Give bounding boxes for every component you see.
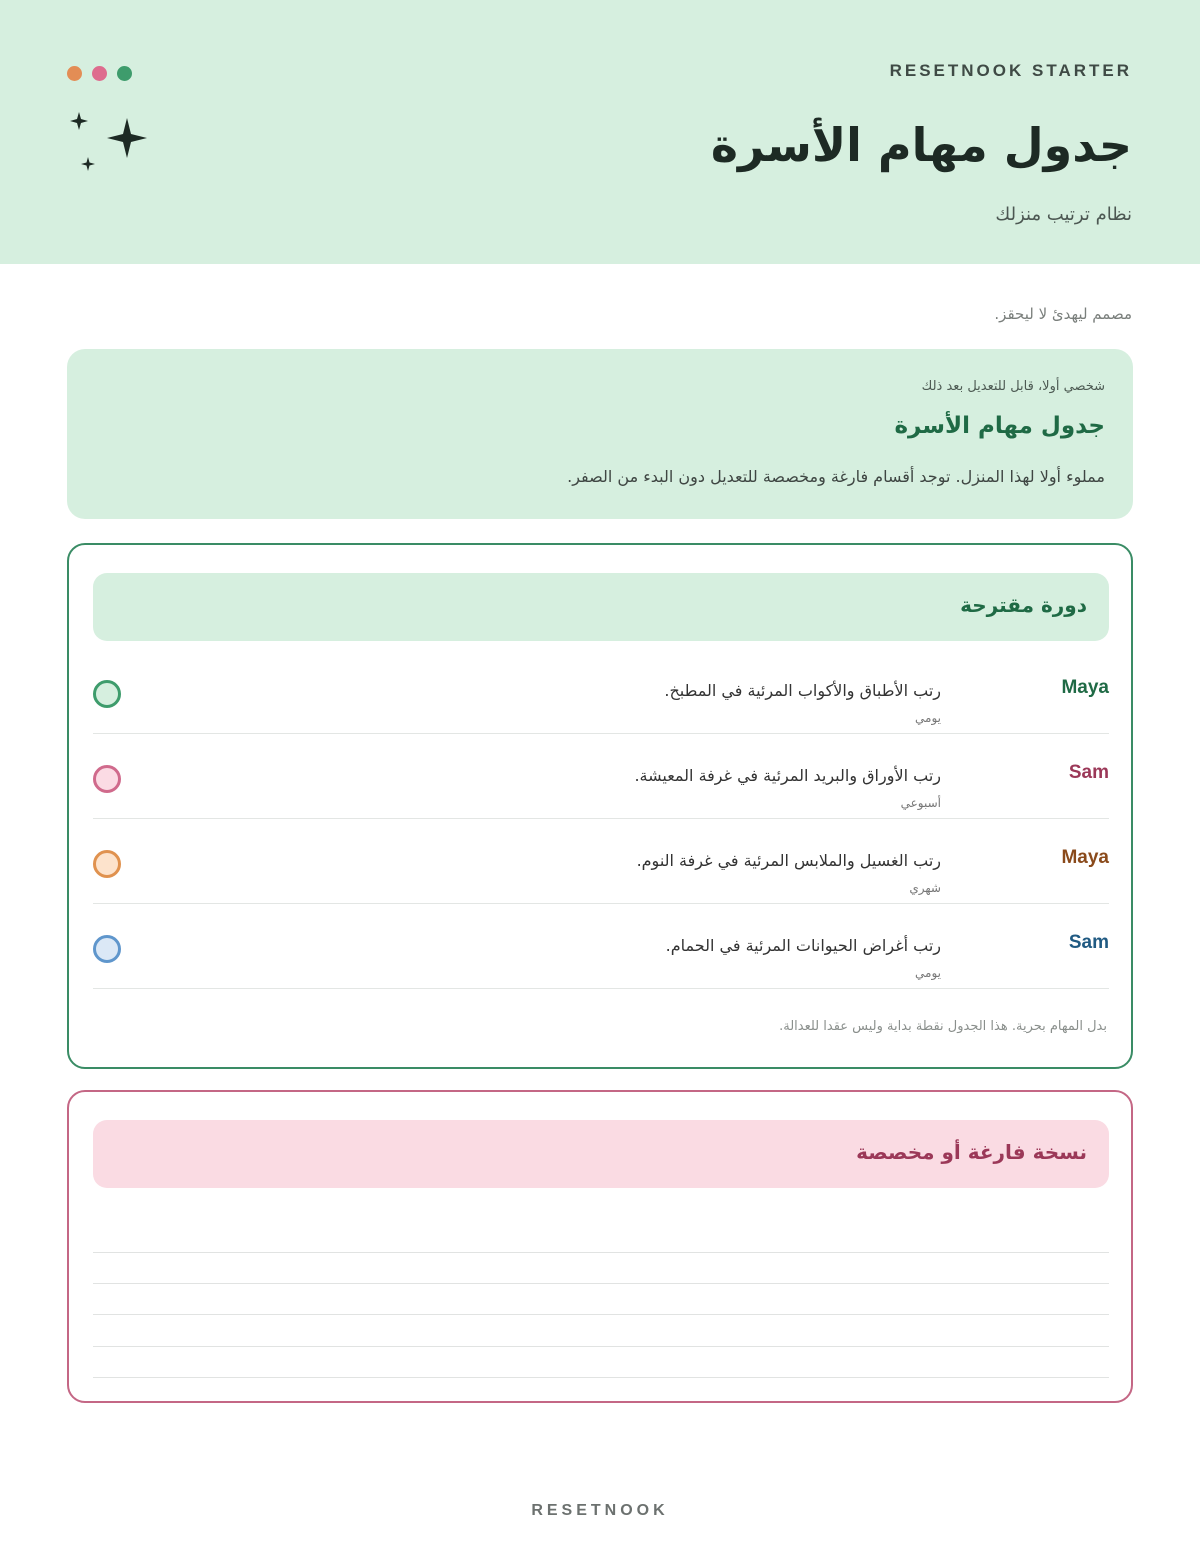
task-assignee: Maya (1061, 677, 1109, 698)
writing-line[interactable] (93, 1377, 1109, 1378)
header-band (0, 0, 1200, 264)
writing-line[interactable] (93, 1283, 1109, 1284)
page-title: جدول مهام الأسرة (710, 118, 1132, 172)
cycle-note: بدل المهام بحرية. هذا الجدول نقطة بداية وليس عقدا للعدالة. (779, 1019, 1107, 1034)
task-checkbox[interactable] (93, 850, 121, 878)
task-frequency: يومي (915, 966, 941, 980)
task-description: رتب الأوراق والبريد المرئية في غرفة المعيشة. (634, 766, 941, 785)
task-checkbox[interactable] (93, 680, 121, 708)
cycle-heading-bar (93, 573, 1109, 641)
task-description: رتب أغراض الحيوانات المرئية في الحمام. (665, 936, 941, 955)
task-frequency: يومي (915, 711, 941, 725)
task-checkbox[interactable] (93, 765, 121, 793)
task-frequency: أسبوعي (900, 796, 941, 810)
writing-line[interactable] (93, 1314, 1109, 1315)
dot-pink (92, 66, 107, 81)
intro-card (67, 349, 1133, 519)
intro-description: مملوء أولا لهذا المنزل. توجد أقسام فارغة ومخصصة للتعديل دون البدء من الصفر. (567, 467, 1105, 486)
task-row (93, 734, 1109, 819)
task-row (93, 819, 1109, 904)
intro-title: جدول مهام الأسرة (894, 413, 1105, 439)
blank-heading: نسخة فارغة أو مخصصة (856, 1140, 1087, 1164)
task-description: رتب الغسيل والملابس المرئية في غرفة النوم. (636, 851, 941, 870)
task-assignee: Sam (1068, 932, 1109, 953)
brand-label: RESETNOOK STARTER (889, 61, 1132, 80)
task-row (93, 649, 1109, 734)
footer-brand: RESETNOOK (531, 1502, 669, 1519)
task-assignee: Maya (1061, 847, 1109, 868)
task-description: رتب الأطباق والأكواب المرئية في المطبخ. (664, 681, 941, 700)
intro-kicker: شخصي أولا، قابل للتعديل بعد ذلك (921, 379, 1105, 394)
window-dots (67, 66, 132, 81)
cycle-heading: دورة مقترحة (960, 593, 1087, 617)
sparkle-icon (66, 108, 150, 178)
task-checkbox[interactable] (93, 935, 121, 963)
dot-green (117, 66, 132, 81)
task-row (93, 904, 1109, 989)
page-subtitle: نظام ترتيب منزلك (995, 204, 1132, 225)
task-assignee: Sam (1068, 762, 1109, 783)
task-frequency: شهري (909, 881, 941, 895)
tagline: مصمم ليهدئ لا ليحقز. (994, 305, 1132, 323)
dot-orange (67, 66, 82, 81)
suggested-cycle-card (67, 543, 1133, 1069)
writing-line[interactable] (93, 1346, 1109, 1347)
blank-heading-bar (93, 1120, 1109, 1188)
blank-custom-card (67, 1090, 1133, 1403)
writing-line[interactable] (93, 1252, 1109, 1253)
